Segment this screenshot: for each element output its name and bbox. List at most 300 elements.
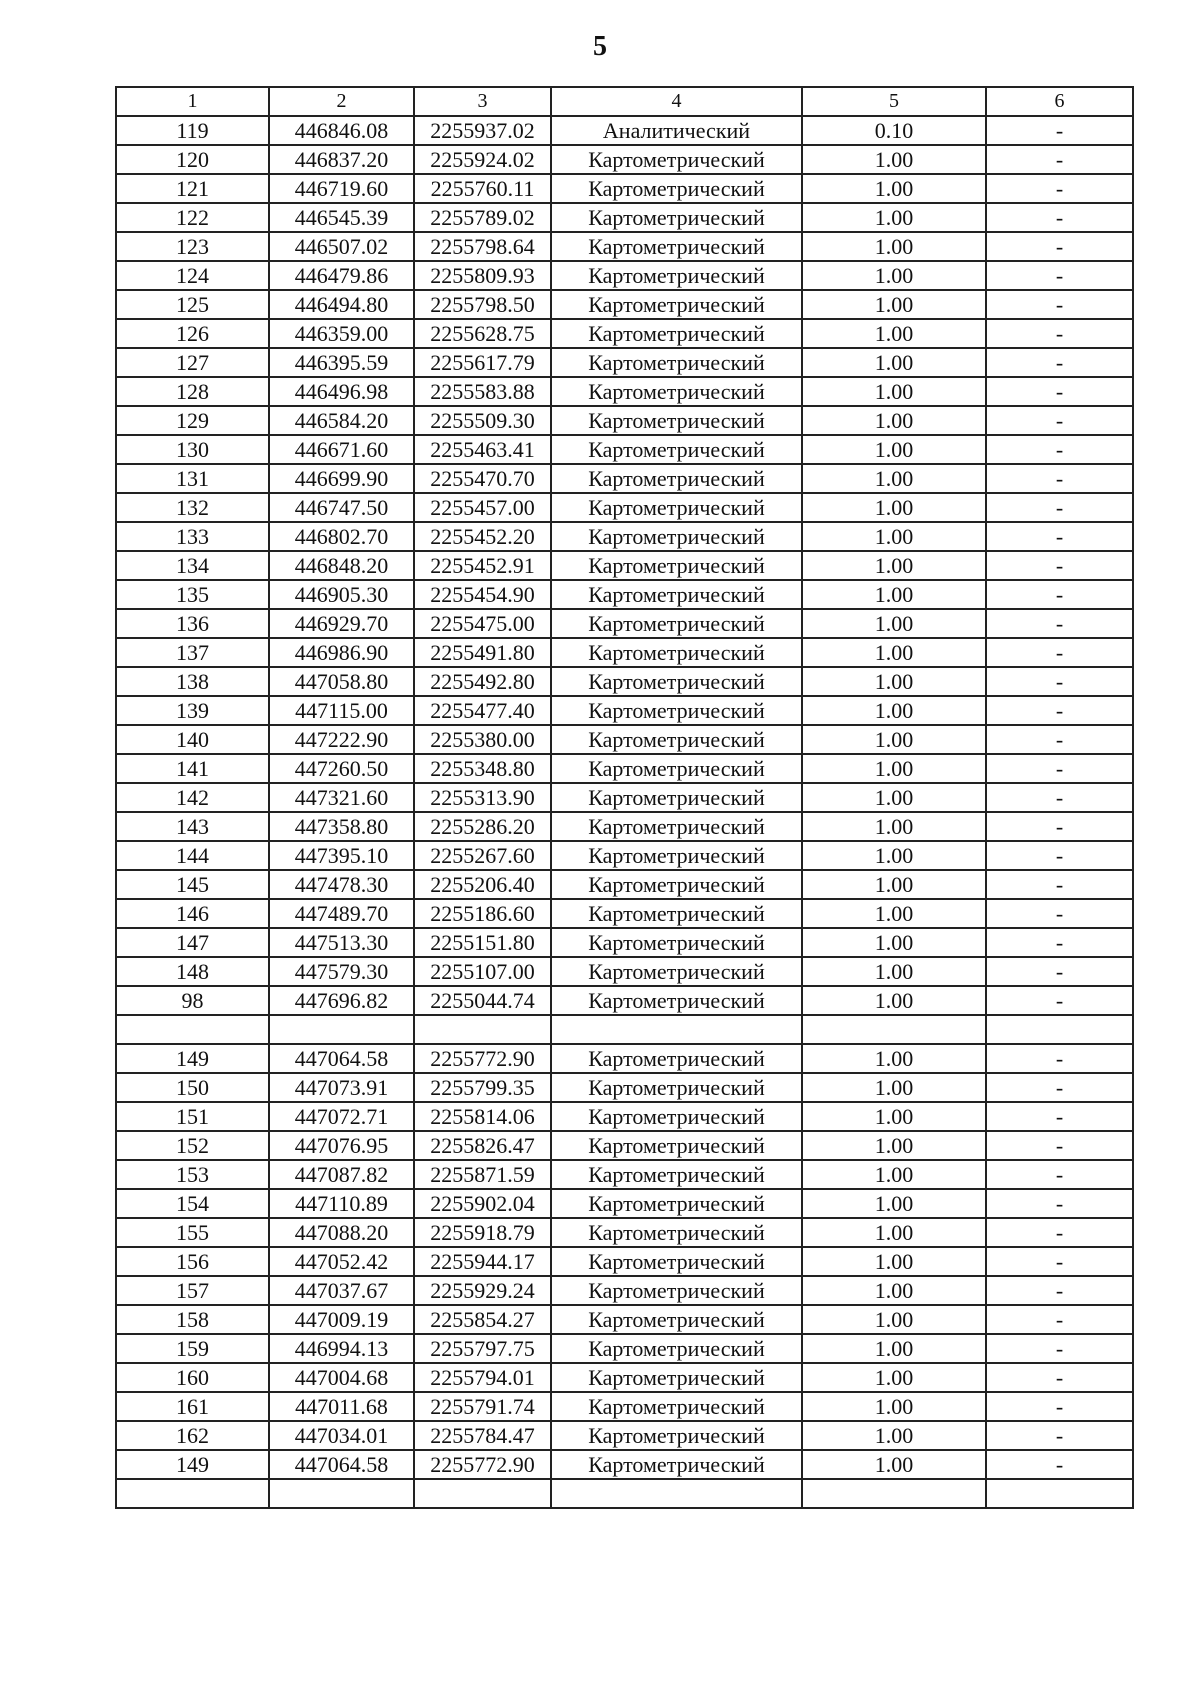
x-coordinate-cell: 447011.68 [269,1392,414,1421]
accuracy-cell: 1.00 [802,1276,986,1305]
y-coordinate-cell: 2255286.20 [414,812,551,841]
table-row [116,957,1133,986]
x-coordinate-cell: 446837.20 [269,145,414,174]
method-cell: Картометрический [551,261,802,290]
description-cell: - [986,957,1133,986]
point-number-cell: 126 [116,319,269,348]
table-row [116,638,1133,667]
y-coordinate-cell: 2255475.00 [414,609,551,638]
description-cell: - [986,638,1133,667]
y-coordinate-cell: 2255794.01 [414,1363,551,1392]
x-coordinate-cell: 447088.20 [269,1218,414,1247]
description-cell: - [986,1102,1133,1131]
table-row [116,1479,1133,1508]
accuracy-cell: 1.00 [802,986,986,1015]
accuracy-cell: 1.00 [802,841,986,870]
table-row [116,551,1133,580]
y-coordinate-cell: 2255902.04 [414,1189,551,1218]
method-cell: Картометрический [551,812,802,841]
point-number-cell: 122 [116,203,269,232]
x-coordinate-cell: 447072.71 [269,1102,414,1131]
accuracy-cell: 1.00 [802,1392,986,1421]
y-coordinate-cell: 2255772.90 [414,1450,551,1479]
description-cell: - [986,609,1133,638]
method-cell: Картометрический [551,754,802,783]
method-cell: Картометрический [551,1334,802,1363]
x-coordinate-cell: 447513.30 [269,928,414,957]
description-cell: - [986,116,1133,145]
description-cell: - [986,1363,1133,1392]
point-number-cell: 127 [116,348,269,377]
description-cell: - [986,232,1133,261]
y-coordinate-cell: 2255452.91 [414,551,551,580]
x-coordinate-cell [269,1015,414,1044]
y-coordinate-cell: 2255186.60 [414,899,551,928]
method-cell: Картометрический [551,493,802,522]
method-cell: Картометрический [551,551,802,580]
table-row [116,1363,1133,1392]
table-body [116,116,1133,1508]
accuracy-cell: 0.10 [802,116,986,145]
column-header-6: 6 [986,87,1133,116]
table-row [116,1450,1133,1479]
table-row [116,348,1133,377]
method-cell: Картометрический [551,1305,802,1334]
accuracy-cell: 1.00 [802,145,986,174]
y-coordinate-cell: 2255924.02 [414,145,551,174]
y-coordinate-cell [414,1479,551,1508]
table-row [116,783,1133,812]
description-cell: - [986,406,1133,435]
description-cell: - [986,319,1133,348]
point-number-cell: 144 [116,841,269,870]
accuracy-cell: 1.00 [802,174,986,203]
method-cell: Картометрический [551,986,802,1015]
accuracy-cell: 1.00 [802,1218,986,1247]
point-number-cell: 148 [116,957,269,986]
x-coordinate-cell: 446671.60 [269,435,414,464]
accuracy-cell: 1.00 [802,609,986,638]
table-row [116,754,1133,783]
table-row [116,696,1133,725]
description-cell [986,1479,1133,1508]
point-number-cell [116,1479,269,1508]
table-row [116,145,1133,174]
y-coordinate-cell: 2255454.90 [414,580,551,609]
description-cell: - [986,1131,1133,1160]
x-coordinate-cell: 447110.89 [269,1189,414,1218]
description-cell: - [986,1276,1133,1305]
x-coordinate-cell: 446494.80 [269,290,414,319]
method-cell: Картометрический [551,696,802,725]
x-coordinate-cell: 446584.20 [269,406,414,435]
description-cell [986,1015,1133,1044]
description-cell: - [986,493,1133,522]
y-coordinate-cell: 2255044.74 [414,986,551,1015]
description-cell: - [986,841,1133,870]
description-cell: - [986,1247,1133,1276]
table-row [116,1073,1133,1102]
table-row [116,1044,1133,1073]
point-number-cell: 135 [116,580,269,609]
x-coordinate-cell: 446507.02 [269,232,414,261]
point-number-cell: 124 [116,261,269,290]
y-coordinate-cell: 2255937.02 [414,116,551,145]
point-number-cell: 153 [116,1160,269,1189]
accuracy-cell [802,1015,986,1044]
accuracy-cell: 1.00 [802,812,986,841]
x-coordinate-cell: 446986.90 [269,638,414,667]
x-coordinate-cell: 447087.82 [269,1160,414,1189]
x-coordinate-cell: 447222.90 [269,725,414,754]
table-row [116,174,1133,203]
accuracy-cell: 1.00 [802,580,986,609]
y-coordinate-cell: 2255628.75 [414,319,551,348]
y-coordinate-cell: 2255789.02 [414,203,551,232]
point-number-cell: 130 [116,435,269,464]
method-cell: Картометрический [551,377,802,406]
x-coordinate-cell: 447579.30 [269,957,414,986]
method-cell: Картометрический [551,1421,802,1450]
y-coordinate-cell: 2255799.35 [414,1073,551,1102]
y-coordinate-cell: 2255944.17 [414,1247,551,1276]
accuracy-cell: 1.00 [802,464,986,493]
x-coordinate-cell: 446699.90 [269,464,414,493]
accuracy-cell [802,1479,986,1508]
description-cell: - [986,1073,1133,1102]
y-coordinate-cell: 2255509.30 [414,406,551,435]
table-row [116,841,1133,870]
accuracy-cell: 1.00 [802,1131,986,1160]
table-row [116,522,1133,551]
description-cell: - [986,1160,1133,1189]
table-header-row [116,87,1133,116]
accuracy-cell: 1.00 [802,551,986,580]
point-number-cell: 129 [116,406,269,435]
y-coordinate-cell: 2255798.64 [414,232,551,261]
y-coordinate-cell: 2255477.40 [414,696,551,725]
accuracy-cell: 1.00 [802,522,986,551]
column-header-1: 1 [116,87,269,116]
point-number-cell: 154 [116,1189,269,1218]
method-cell: Картометрический [551,464,802,493]
y-coordinate-cell: 2255313.90 [414,783,551,812]
table-row [116,1102,1133,1131]
x-coordinate-cell: 447004.68 [269,1363,414,1392]
y-coordinate-cell: 2255348.80 [414,754,551,783]
point-number-cell: 158 [116,1305,269,1334]
point-number-cell: 143 [116,812,269,841]
point-number-cell: 147 [116,928,269,957]
method-cell: Картометрический [551,145,802,174]
accuracy-cell: 1.00 [802,493,986,522]
method-cell: Картометрический [551,203,802,232]
y-coordinate-cell: 2255463.41 [414,435,551,464]
x-coordinate-cell: 446545.39 [269,203,414,232]
table-row [116,986,1133,1015]
accuracy-cell: 1.00 [802,261,986,290]
table-row [116,1421,1133,1450]
description-cell: - [986,1392,1133,1421]
point-number-cell: 159 [116,1334,269,1363]
description-cell: - [986,580,1133,609]
table-row [116,1305,1133,1334]
table-row [116,319,1133,348]
y-coordinate-cell: 2255854.27 [414,1305,551,1334]
x-coordinate-cell: 446479.86 [269,261,414,290]
y-coordinate-cell: 2255107.00 [414,957,551,986]
x-coordinate-cell: 446395.59 [269,348,414,377]
method-cell: Картометрический [551,1450,802,1479]
x-coordinate-cell: 447489.70 [269,899,414,928]
accuracy-cell: 1.00 [802,870,986,899]
table-row [116,1131,1133,1160]
accuracy-cell: 1.00 [802,377,986,406]
y-coordinate-cell: 2255617.79 [414,348,551,377]
x-coordinate-cell: 446848.20 [269,551,414,580]
accuracy-cell: 1.00 [802,1363,986,1392]
table-row [116,1247,1133,1276]
y-coordinate-cell: 2255470.70 [414,464,551,493]
method-cell: Картометрический [551,1218,802,1247]
table-row [116,725,1133,754]
x-coordinate-cell: 446846.08 [269,116,414,145]
method-cell: Картометрический [551,1247,802,1276]
accuracy-cell: 1.00 [802,203,986,232]
x-coordinate-cell: 447478.30 [269,870,414,899]
method-cell: Картометрический [551,1102,802,1131]
accuracy-cell: 1.00 [802,725,986,754]
y-coordinate-cell: 2255784.47 [414,1421,551,1450]
description-cell: - [986,1218,1133,1247]
x-coordinate-cell: 447696.82 [269,986,414,1015]
x-coordinate-cell: 447037.67 [269,1276,414,1305]
accuracy-cell: 1.00 [802,406,986,435]
x-coordinate-cell: 447064.58 [269,1044,414,1073]
description-cell: - [986,203,1133,232]
accuracy-cell: 1.00 [802,1044,986,1073]
description-cell: - [986,725,1133,754]
method-cell: Картометрический [551,957,802,986]
y-coordinate-cell: 2255380.00 [414,725,551,754]
accuracy-cell: 1.00 [802,899,986,928]
accuracy-cell: 1.00 [802,754,986,783]
description-cell: - [986,754,1133,783]
point-number-cell: 145 [116,870,269,899]
method-cell: Картометрический [551,406,802,435]
y-coordinate-cell: 2255206.40 [414,870,551,899]
point-number-cell: 120 [116,145,269,174]
coordinates-table [115,86,1134,1509]
y-coordinate-cell: 2255491.80 [414,638,551,667]
point-number-cell: 128 [116,377,269,406]
method-cell: Картометрический [551,1131,802,1160]
point-number-cell: 149 [116,1450,269,1479]
x-coordinate-cell: 447009.19 [269,1305,414,1334]
point-number-cell: 123 [116,232,269,261]
table-row [116,870,1133,899]
method-cell: Картометрический [551,290,802,319]
point-number-cell: 146 [116,899,269,928]
table-row [116,1334,1133,1363]
accuracy-cell: 1.00 [802,290,986,319]
point-number-cell: 161 [116,1392,269,1421]
description-cell: - [986,1334,1133,1363]
column-header-5: 5 [802,87,986,116]
point-number-cell: 136 [116,609,269,638]
table-row [116,899,1133,928]
point-number-cell: 162 [116,1421,269,1450]
x-coordinate-cell: 447073.91 [269,1073,414,1102]
table-row [116,812,1133,841]
method-cell: Картометрический [551,609,802,638]
accuracy-cell: 1.00 [802,348,986,377]
y-coordinate-cell: 2255918.79 [414,1218,551,1247]
description-cell: - [986,986,1133,1015]
table-row [116,1392,1133,1421]
method-cell: Картометрический [551,1276,802,1305]
table-row [116,609,1133,638]
point-number-cell: 125 [116,290,269,319]
method-cell: Картометрический [551,1392,802,1421]
page-number: 5 [593,31,607,62]
y-coordinate-cell: 2255809.93 [414,261,551,290]
method-cell: Картометрический [551,638,802,667]
description-cell: - [986,435,1133,464]
point-number-cell: 132 [116,493,269,522]
column-header-4: 4 [551,87,802,116]
y-coordinate-cell: 2255492.80 [414,667,551,696]
table-row [116,435,1133,464]
point-number-cell: 151 [116,1102,269,1131]
x-coordinate-cell [269,1479,414,1508]
method-cell: Картометрический [551,783,802,812]
table-row [116,928,1133,957]
point-number-cell: 134 [116,551,269,580]
x-coordinate-cell: 446719.60 [269,174,414,203]
description-cell: - [986,1044,1133,1073]
y-coordinate-cell: 2255760.11 [414,174,551,203]
description-cell: - [986,145,1133,174]
method-cell: Картометрический [551,1073,802,1102]
point-number-cell: 133 [116,522,269,551]
description-cell: - [986,174,1133,203]
x-coordinate-cell: 447058.80 [269,667,414,696]
point-number-cell: 160 [116,1363,269,1392]
x-coordinate-cell: 446905.30 [269,580,414,609]
description-cell: - [986,377,1133,406]
method-cell: Картометрический [551,435,802,464]
table-row [116,406,1133,435]
x-coordinate-cell: 447076.95 [269,1131,414,1160]
y-coordinate-cell: 2255267.60 [414,841,551,870]
accuracy-cell: 1.00 [802,638,986,667]
description-cell: - [986,522,1133,551]
description-cell: - [986,1421,1133,1450]
y-coordinate-cell: 2255929.24 [414,1276,551,1305]
point-number-cell [116,1015,269,1044]
accuracy-cell: 1.00 [802,667,986,696]
table-row [116,1218,1133,1247]
method-cell [551,1015,802,1044]
y-coordinate-cell: 2255151.80 [414,928,551,957]
y-coordinate-cell: 2255772.90 [414,1044,551,1073]
point-number-cell: 119 [116,116,269,145]
table-row [116,116,1133,145]
method-cell: Аналитический [551,116,802,145]
method-cell: Картометрический [551,580,802,609]
y-coordinate-cell: 2255457.00 [414,493,551,522]
description-cell: - [986,667,1133,696]
table-row [116,1276,1133,1305]
x-coordinate-cell: 447115.00 [269,696,414,725]
y-coordinate-cell: 2255791.74 [414,1392,551,1421]
accuracy-cell: 1.00 [802,1421,986,1450]
x-coordinate-cell: 447052.42 [269,1247,414,1276]
point-number-cell: 139 [116,696,269,725]
table-row [116,1189,1133,1218]
description-cell: - [986,812,1133,841]
x-coordinate-cell: 446994.13 [269,1334,414,1363]
x-coordinate-cell: 446747.50 [269,493,414,522]
table-row [116,232,1133,261]
point-number-cell: 149 [116,1044,269,1073]
table-row [116,203,1133,232]
accuracy-cell: 1.00 [802,435,986,464]
point-number-cell: 138 [116,667,269,696]
table-row [116,1160,1133,1189]
description-cell: - [986,870,1133,899]
description-cell: - [986,551,1133,580]
description-cell: - [986,1305,1133,1334]
point-number-cell: 131 [116,464,269,493]
accuracy-cell: 1.00 [802,1189,986,1218]
point-number-cell: 152 [116,1131,269,1160]
y-coordinate-cell: 2255826.47 [414,1131,551,1160]
method-cell [551,1479,802,1508]
method-cell: Картометрический [551,667,802,696]
description-cell: - [986,783,1133,812]
table-row [116,1015,1133,1044]
method-cell: Картометрический [551,232,802,261]
table-row [116,493,1133,522]
x-coordinate-cell: 446929.70 [269,609,414,638]
accuracy-cell: 1.00 [802,319,986,348]
accuracy-cell: 1.00 [802,928,986,957]
accuracy-cell: 1.00 [802,1334,986,1363]
point-number-cell: 98 [116,986,269,1015]
accuracy-cell: 1.00 [802,1247,986,1276]
accuracy-cell: 1.00 [802,696,986,725]
method-cell: Картометрический [551,1189,802,1218]
description-cell: - [986,464,1133,493]
method-cell: Картометрический [551,522,802,551]
description-cell: - [986,928,1133,957]
method-cell: Картометрический [551,1363,802,1392]
x-coordinate-cell: 447395.10 [269,841,414,870]
method-cell: Картометрический [551,841,802,870]
column-header-2: 2 [269,87,414,116]
method-cell: Картометрический [551,928,802,957]
description-cell: - [986,261,1133,290]
x-coordinate-cell: 447064.58 [269,1450,414,1479]
point-number-cell: 141 [116,754,269,783]
method-cell: Картометрический [551,725,802,754]
accuracy-cell: 1.00 [802,783,986,812]
x-coordinate-cell: 446359.00 [269,319,414,348]
accuracy-cell: 1.00 [802,232,986,261]
description-cell: - [986,348,1133,377]
